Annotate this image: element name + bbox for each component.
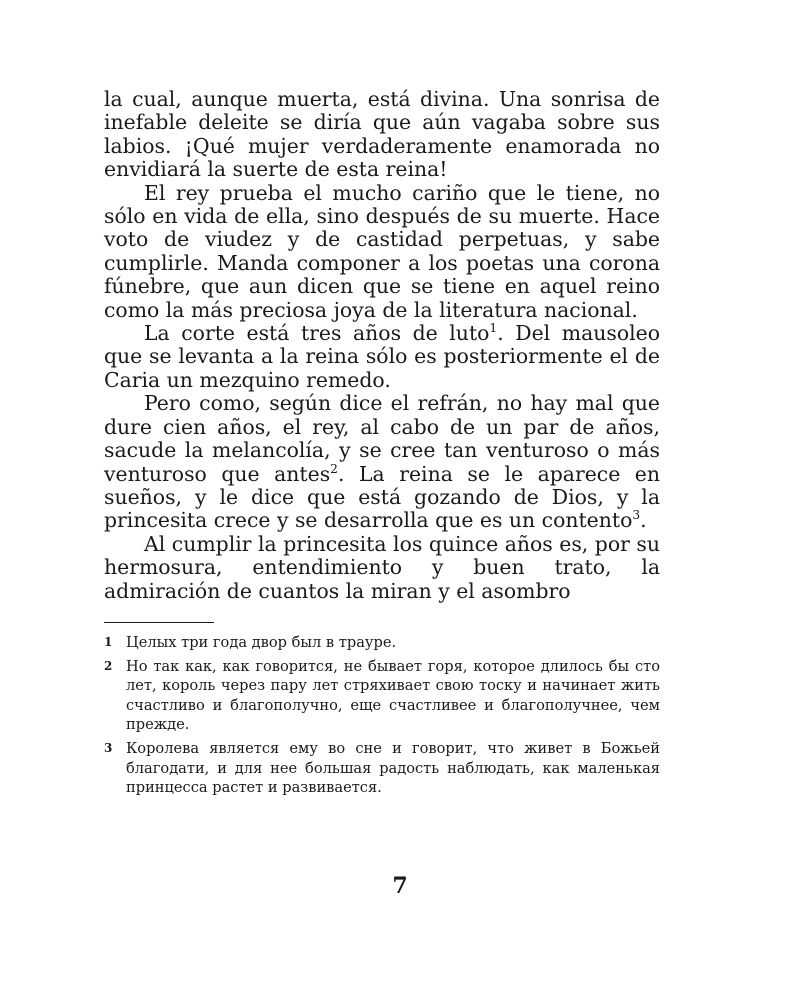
footnote-text: Но так как, как говорится, не бывает горя, которое длилось бы сто лет, король через пару лет стряхивает свою тоску и начинает жить счастливо и благополучно, еще счастливее и благополучнее, чем прежде. [126, 657, 660, 734]
body-text-run: . La reina se le aparece en sueños, y le dice que está gozando de Dios, y la princesita crece y se desarrolla que es un contento [104, 461, 661, 533]
footnote-item [104, 657, 660, 735]
footnote-number: 3 [104, 740, 113, 755]
footnotes-list [104, 633, 660, 798]
body-paragraph [104, 322, 660, 392]
body-text-run: La corte está tres años de luto [144, 321, 490, 346]
footnote-item [104, 739, 660, 798]
footnote-number: 1 [104, 634, 113, 649]
footnote-number: 2 [104, 658, 113, 673]
body-text-run: . [640, 508, 647, 533]
footnote-reference: 1 [489, 321, 498, 336]
body-text-run: Pero como, según dice el refrán, no hay mal que dure cien años, el rey, al cabo de un par de años, sacude la melancolía, y se cree tan venturoso o más venturoso que antes [104, 391, 660, 486]
footnote-reference: 3 [632, 508, 641, 523]
body-text [104, 88, 660, 603]
body-text-run: Al cumplir la princesita los quince años es, por su hermosura, entendimiento y buen trato, la admiración de cuantos la miran y el asombro [104, 531, 660, 603]
footnote-text: Целых три года двор был в трауре. [126, 633, 397, 651]
body-text-run: El rey prueba el mucho cariño que le tiene, no sólo en vida de ella, sino después de su muerte. Hace voto de viudez y de castidad perpetuas, y sabe cumplirle. Manda componer a los poetas una corona fúnebre, que aun dicen que se tiene en aquel reino como la más preciosa joya de la literatura nacional. [104, 180, 660, 322]
body-text-run: . Del mausoleo que se levanta a la reina sólo es posteriormente el de Caria un mezquino remedo. [104, 321, 660, 392]
body-paragraph [104, 88, 660, 182]
footnote-text: Королева является ему во сне и говорит, что живет в Божьей благодати, и для нее большая радость наблюдать, как маленькая принцесса растет и развивается. [126, 739, 660, 797]
footnote-reference: 2 [330, 461, 338, 476]
book-page [104, 88, 660, 802]
footnote-divider [104, 622, 214, 623]
body-text-run: la cual, aunque muerta, está divina. Una sonrisa de inefable deleite se diría que aún vagaba sobre sus labios. ¡Qué mujer verdaderamente enamorada no envidiará la suerte de esta reina! [104, 87, 660, 182]
footnote-item [104, 633, 660, 653]
body-paragraph [104, 533, 660, 603]
page-number: 7 [392, 873, 408, 899]
body-paragraph [104, 182, 660, 322]
body-paragraph [104, 392, 660, 532]
